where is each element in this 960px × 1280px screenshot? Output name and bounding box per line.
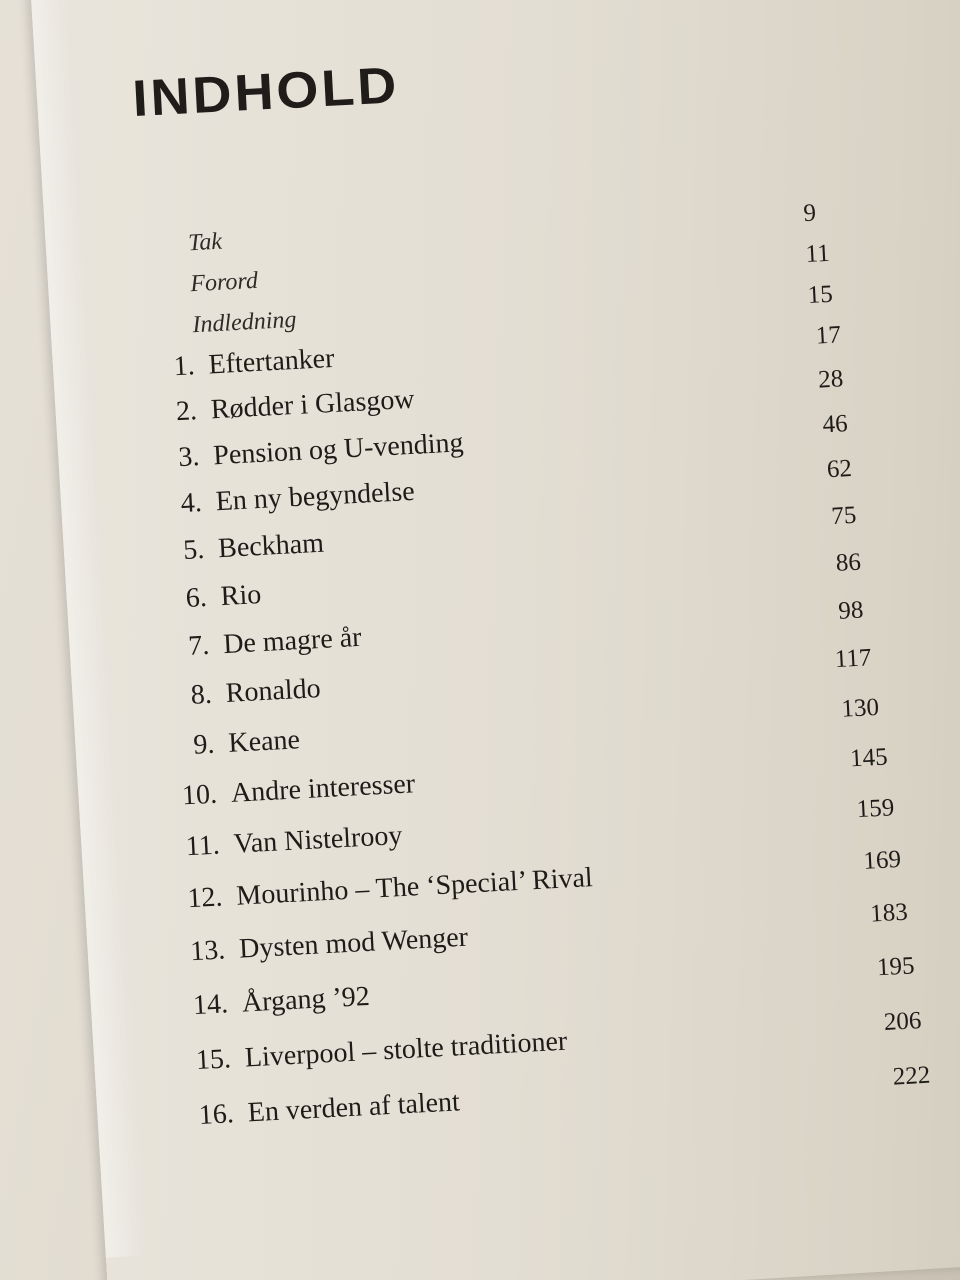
chapter-title: Beckham (217, 527, 325, 565)
chapter-number: 1. (172, 350, 196, 383)
chapter-title: Årgang ’92 (241, 980, 371, 1019)
chapter-number: 15. (195, 1043, 232, 1077)
page-number: 11 (804, 239, 831, 269)
chapter-number: 10. (181, 778, 218, 812)
chapter-entry (130, 343, 335, 386)
chapter-title: En verden af talent (246, 1086, 461, 1129)
chapter-title: Keane (227, 724, 301, 759)
page-number: 17 (815, 321, 842, 350)
page-number: 46 (821, 410, 849, 439)
chapter-number: 9. (192, 728, 216, 761)
chapter-number: 12. (186, 881, 224, 915)
page-number: 86 (835, 548, 862, 577)
page-number: 98 (837, 596, 865, 625)
chapter-entry (147, 673, 321, 714)
chapter-entry (163, 981, 370, 1024)
page-number: 130 (840, 693, 880, 723)
front-matter-title: Tak (187, 228, 223, 257)
page-number: 183 (869, 898, 909, 928)
chapter-entry (161, 922, 469, 970)
chapter-number: 3. (177, 441, 201, 474)
chapter-entry (145, 622, 363, 665)
front-matter-title: Forord (189, 267, 259, 298)
page-number: 15 (807, 280, 834, 309)
chapter-entry (152, 768, 416, 814)
chapter-entry (166, 1026, 568, 1079)
page-number: 222 (892, 1061, 931, 1091)
chapter-number: 13. (189, 934, 227, 968)
page-number: 117 (834, 644, 873, 674)
chapter-number: 6. (184, 581, 208, 614)
page-number: 28 (817, 365, 844, 394)
chapter-entry (150, 724, 301, 764)
page-number: 159 (856, 794, 895, 824)
chapter-title: De magre år (222, 621, 363, 661)
chapter-title: En ny begyndelse (214, 475, 416, 518)
chapter-title: Rio (219, 579, 262, 613)
page-number: 9 (802, 199, 817, 228)
chapter-number: 2. (175, 395, 198, 428)
chapter-entry (137, 476, 415, 522)
chapter-entry (132, 384, 415, 431)
chapter-number: 14. (192, 988, 229, 1022)
chapter-number: 16. (198, 1098, 235, 1131)
page-number: 206 (883, 1007, 923, 1036)
page-number: 145 (849, 743, 889, 773)
page-number: 195 (876, 952, 916, 982)
table-of-contents (95, 27, 960, 1228)
chapter-title: Andre interesser (230, 768, 416, 809)
chapter-entry (142, 579, 262, 617)
chapter-number: 8. (190, 678, 213, 711)
chapter-entry (169, 1086, 461, 1133)
front-matter-title: Indledning (191, 306, 298, 339)
chapter-entry (158, 862, 594, 917)
chapter-title: Van Nistelrooy (232, 819, 404, 860)
chapter-number: 4. (179, 487, 203, 520)
chapter-title: Rødder i Glasgow (210, 383, 416, 426)
chapter-entry (135, 427, 465, 476)
page-title: INDHOLD (131, 56, 401, 128)
chapter-entry (140, 528, 325, 570)
page-number: 75 (830, 501, 858, 531)
chapter-title: Dysten mod Wenger (238, 921, 469, 965)
chapter-number: 11. (184, 829, 221, 863)
page-number: 62 (826, 454, 853, 484)
page-number: 169 (862, 845, 902, 875)
chapter-title: Pension og U-vending (212, 427, 465, 472)
chapter-title: Liverpool – stolte traditioner (244, 1025, 568, 1074)
chapter-title: Mourinho – The ‘Special’ Rival (235, 862, 594, 912)
chapter-number: 5. (182, 533, 206, 567)
chapter-number: 7. (187, 629, 211, 662)
chapter-entry (155, 820, 403, 865)
chapter-title: Ronaldo (224, 673, 322, 709)
chapter-title: Eftertanker (207, 342, 336, 381)
